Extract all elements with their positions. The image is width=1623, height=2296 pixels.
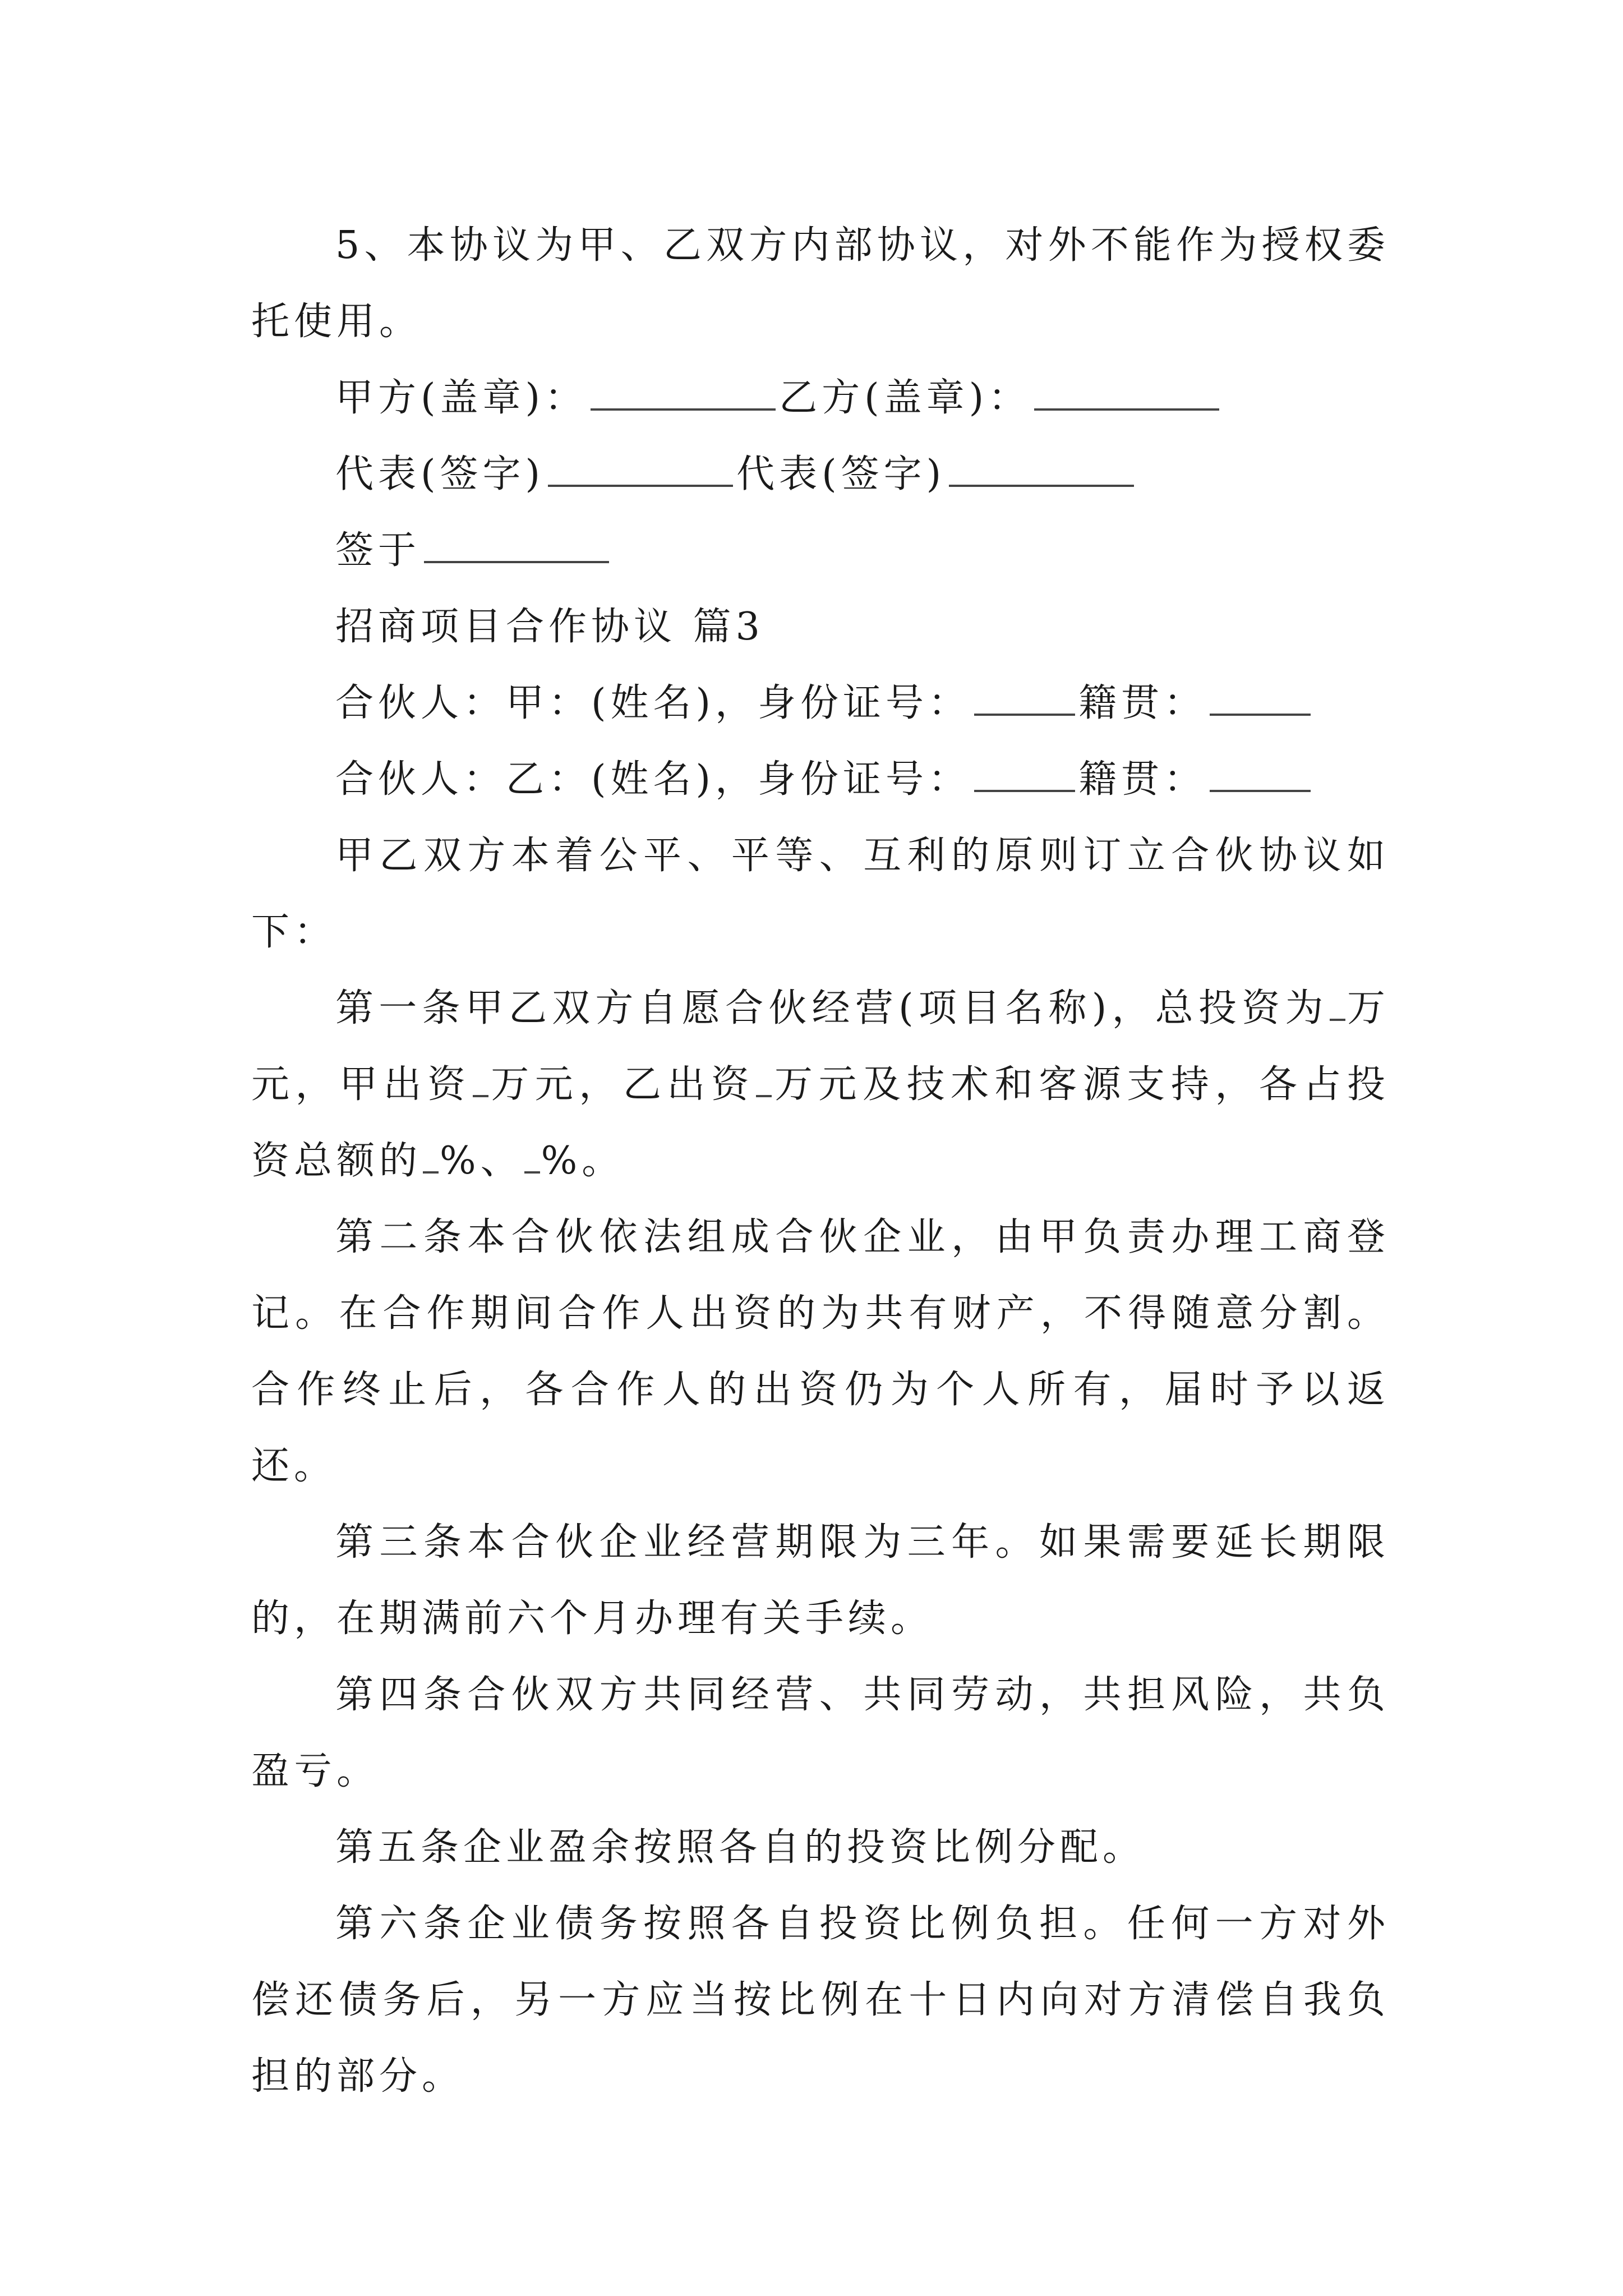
party-b-seal-label: 乙方(盖章)： [779, 376, 1031, 420]
party-a-investment-blank [473, 1061, 488, 1097]
partner-a-line [251, 665, 1390, 742]
article-2: 第二条本合伙依法组成合伙企业，由甲负责办理工商登记。在合作期间合作人出资的为共有财产，不得随意分割。合作终止后，各合作人的出资仍为个人所有，届时予以返还。 [251, 1215, 1390, 1488]
article-6: 第六条企业债务按照各自投资比例负担。任何一方对外偿还债务后，另一方应当按比例在十日内向对方清偿自我负担的部分。 [251, 1902, 1390, 2099]
partner-b-origin-label: 籍贯： [1078, 757, 1207, 802]
article-4: 第四条合伙双方共同经营、共同劳动，共担风险，共负盈亏。 [251, 1673, 1390, 1793]
article-1-text-e: %、 [440, 1139, 523, 1183]
signed-at-label: 签于 [335, 528, 421, 573]
signed-at-blank [424, 527, 609, 563]
representative-line [251, 436, 1390, 513]
party-b-seal-blank [1034, 375, 1219, 411]
partner-a-origin-blank [1210, 680, 1311, 716]
signed-line [251, 513, 1390, 589]
party-a-seal-blank [591, 375, 776, 411]
party-a-seal-label: 甲方(盖章)： [335, 376, 588, 420]
article-1-text-a: 第一条甲乙双方自愿合伙经营(项目名称)，总投资为 [335, 986, 1329, 1030]
article-1-text-b: 万元，甲出资 [251, 986, 1390, 1107]
intro-paragraph: 甲乙双方本着公平、平等、互利的原则订立合伙协议如下： [251, 834, 1390, 954]
section-heading: 招商项目合作协议 篇3 [335, 605, 764, 649]
article-1-text-c: 万元，乙出资 [489, 1062, 755, 1107]
rep-a-label: 代表(签字) [335, 452, 545, 496]
partner-a-origin-label: 籍贯： [1078, 681, 1207, 725]
partner-b-origin-blank [1210, 756, 1311, 792]
clause-5: 5、本协议为甲、乙双方内部协议，对外不能作为授权委托使用。 [251, 223, 1390, 344]
party-b-investment-blank [756, 1061, 772, 1097]
partner-b-prefix: 合伙人：乙：(姓名)，身份证号： [335, 757, 971, 802]
partner-a-id-blank [974, 680, 1075, 716]
partner-b-line [251, 742, 1390, 818]
party-b-share-blank [524, 1138, 540, 1174]
partner-b-id-blank [974, 756, 1075, 792]
rep-a-blank [548, 451, 733, 487]
seal-line [251, 360, 1390, 436]
article-3: 第三条本合伙企业经营期限为三年。如果需要延长期限的，在期满前六个月办理有关手续。 [251, 1520, 1390, 1641]
document-page [251, 208, 1390, 2115]
rep-b-label: 代表(签字) [736, 452, 946, 496]
party-a-share-blank [423, 1138, 439, 1174]
rep-b-blank [949, 451, 1134, 487]
article-1-text-f: %。 [541, 1139, 625, 1183]
total-investment-blank [1330, 985, 1345, 1021]
article-1 [251, 970, 1390, 1199]
partner-a-prefix: 合伙人：甲：(姓名)，身份证号： [335, 681, 971, 725]
article-1-text-d: 万元及技术和客源支持，各占投资总额的 [251, 1062, 1390, 1183]
article-5: 第五条企业盈余按照各自的投资比例分配。 [335, 1825, 1146, 1870]
